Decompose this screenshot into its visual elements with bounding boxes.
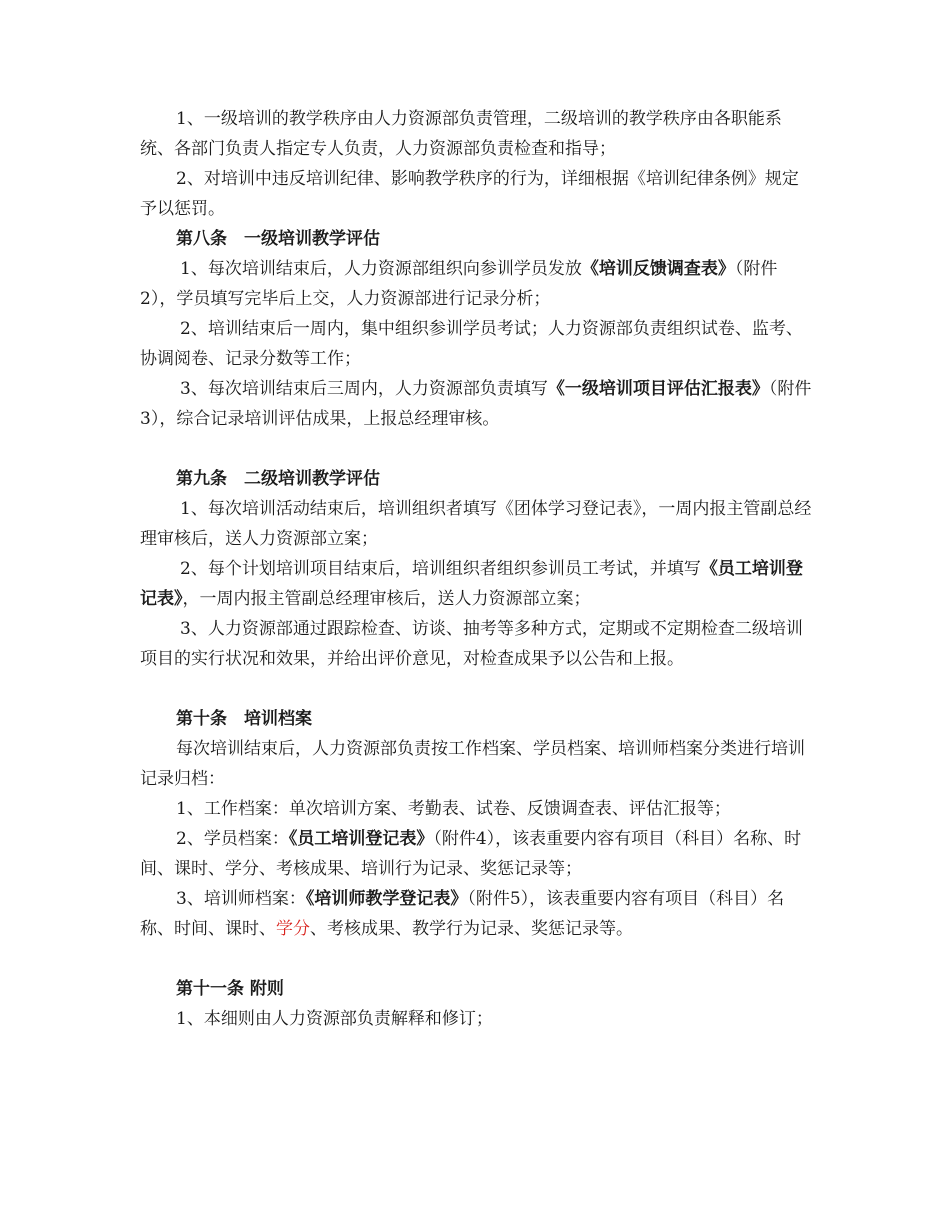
section-heading-article-10: 第十条 培训档案 <box>176 709 312 729</box>
spacer <box>140 674 812 704</box>
paragraph-evaluation-report: 3、每次培训结束后三周内，人力资源部负责填写《一级培训项目评估汇报表》（附件3），综合记录培训评估成果，上报总经理审核。 <box>140 379 812 429</box>
highlighted-credit-text: 学分 <box>276 919 310 939</box>
form-name-evaluation-report: 《一级培训项目评估汇报表》 <box>547 379 769 399</box>
form-name-employee-training-record: 《员工培训登记表》 <box>288 829 434 849</box>
spacer <box>140 434 812 464</box>
section-heading-article-9: 第九条 二级培训教学评估 <box>176 469 380 489</box>
paragraph-discipline-penalty: 2、对培训中违反培训纪律、影响教学秩序的行为，详细根据《培训纪律条例》规定予以惩罚。 <box>140 169 799 219</box>
paragraph-inspection: 3、人力资源部通过跟踪检查、访谈、抽考等多种方式，定期或不定期检查二级培训项目的实行状况和效果，并给出评价意见，对检查成果予以公告和上报。 <box>140 619 803 669</box>
paragraph-archive-intro: 每次培训结束后，人力资源部负责按工作档案、学员档案、培训师档案分类进行培训记录归档： <box>140 739 805 789</box>
paragraph-feedback-survey: 1、每次培训结束后，人力资源部组织向参训学员发放《培训反馈调查表》（附件2），学员填写完毕后上交，人力资源部进行记录分析； <box>140 259 778 309</box>
paragraph-order-management: 1、一级培训的教学秩序由人力资源部负责管理，二级培训的教学秩序由各职能系统、各部门负责人指定专人负责，人力资源部负责检查和指导； <box>140 109 782 159</box>
paragraph-employee-training-record: 2、每个计划培训项目结束后，培训组织者组织参训员工考试，并填写《员工培训登记表》，一周内报主管副总经理审核后，送人力资源部立案； <box>140 559 803 609</box>
form-name-trainer-record: 《培训师教学登记表》 <box>305 889 468 909</box>
spacer <box>140 944 812 974</box>
document-page <box>140 104 812 1034</box>
paragraph-work-archive: 1、工作档案：单次培训方案、考勤表、试卷、反馈调查表、评估汇报等； <box>176 799 731 819</box>
section-heading-article-11: 第十一条 附则 <box>176 979 284 999</box>
paragraph-trainee-archive: 2、学员档案：《员工培训登记表》（附件4），该表重要内容有项目（科目）名称、时间、课时、学分、考核成果、培训行为记录、奖惩记录等； <box>140 829 802 879</box>
paragraph-interpretation: 1、本细则由人力资源部负责解释和修订； <box>176 1009 493 1029</box>
section-heading-article-8: 第八条 一级培训教学评估 <box>176 229 380 249</box>
paragraph-exam: 2、培训结束后一周内，集中组织参训学员考试；人力资源部负责组织试卷、监考、协调阅卷、记录分数等工作； <box>140 319 803 369</box>
form-name-feedback-survey: 《培训反馈调查表》 <box>581 259 735 279</box>
form-name-employee-training-record: 《员工培训登记表》 <box>140 559 803 609</box>
paragraph-trainer-archive: 3、培训师档案：《培训师教学登记表》（附件5），该表重要内容有项目（科目）名称、时间、课时、学分、考核成果、教学行为记录、奖惩记录等。 <box>140 889 785 939</box>
paragraph-group-study-record: 1、每次培训活动结束后，培训组织者填写《团体学习登记表》，一周内报主管副总经理审核后，送人力资源部立案； <box>140 499 812 549</box>
